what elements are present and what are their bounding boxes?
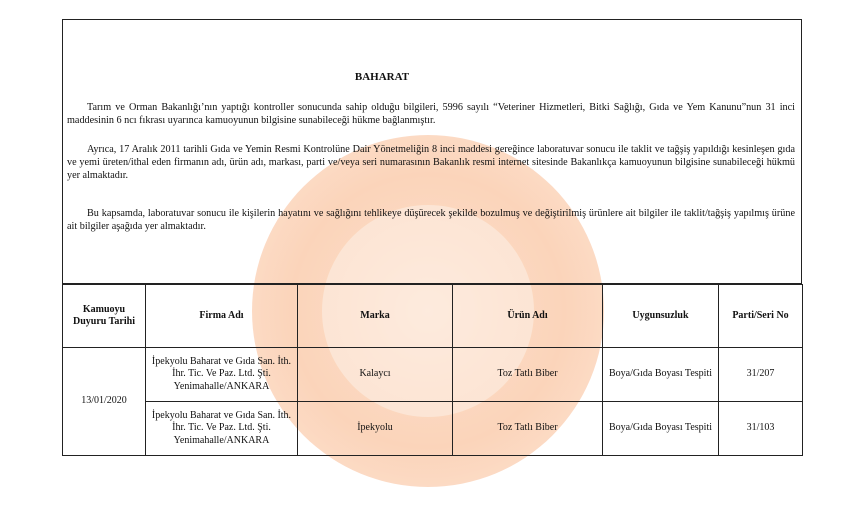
- paragraph-1: Tarım ve Orman Bakanlığı’nın yaptığı kontroller sonucunda sahip olduğu bilgileri, 5996 sayılı “Veteriner Hizmetleri, Bitki Sağlığı, Gıda ve Yem Kanunu”nun 31 inci maddesinin 6 ncı fıkrası uyarınca kamuoyunun bilgisine sunabileceği hükme bağlanmıştır.: [67, 102, 795, 126]
- product-table: [62, 284, 803, 456]
- header-date: Kamuoyu Duyuru Tarihi: [63, 285, 146, 348]
- header-firm: Firma Adı: [146, 285, 298, 348]
- table-header-row: [63, 285, 803, 348]
- paragraph-3: Bu kapsamda, laboratuvar sonucu ile kişilerin hayatını ve sağlığını tehlikeye düşürecek şekilde bozulmuş ve değiştirilmiş ürünlere ait bilgiler ile taklit/tağşiş yapılmış ürüne ait bilgiler aşağıda yer almaktadır.: [67, 208, 795, 232]
- cell-batch: 31/207: [719, 348, 803, 402]
- header-nonconformity: Uygunsuzluk: [603, 285, 719, 348]
- announcement-text-box: [62, 19, 802, 284]
- header-brand: Marka: [298, 285, 453, 348]
- header-product: Ürün Adı: [453, 285, 603, 348]
- paragraph-2: Ayrıca, 17 Aralık 2011 tarihli Gıda ve Yemin Resmi Kontrolüne Dair Yönetmeliğin 8 inci maddesi gereğince laboratuvar sonucu ile taklit ve tağşiş yapıldığı kesinleşen gıda ve yemi üreten/ithal eden firmanın adı, ürün adı, markası, parti ve/veya seri numarasının Bakanlık resmi internet sitesinde Bakanlıkça kamuoyunun bilgisine sunabileceği hükmü yer almaktadır.: [67, 144, 795, 181]
- cell-firm: İpekyolu Baharat ve Gıda San. İth. İhr. Tic. Ve Paz. Ltd. Şti. Yenimahalle/ANKARA: [146, 348, 298, 402]
- cell-nonconformity: Boya/Gıda Boyası Tespiti: [603, 402, 719, 456]
- table-row: [63, 402, 803, 456]
- cell-brand: Kalaycı: [298, 348, 453, 402]
- cell-nonconformity: Boya/Gıda Boyası Tespiti: [603, 348, 719, 402]
- cell-batch: 31/103: [719, 402, 803, 456]
- cell-product: Toz Tatlı Biber: [453, 402, 603, 456]
- cell-firm: İpekyolu Baharat ve Gıda San. İth. İhr. Tic. Ve Paz. Ltd. Şti. Yenimahalle/ANKARA: [146, 402, 298, 456]
- table-row: [63, 348, 803, 402]
- cell-brand: İpekyolu: [298, 402, 453, 456]
- announcement-date: 13/01/2020: [63, 348, 146, 456]
- document-title: BAHARAT: [354, 71, 410, 83]
- header-batch: Parti/Seri No: [719, 285, 803, 348]
- cell-product: Toz Tatlı Biber: [453, 348, 603, 402]
